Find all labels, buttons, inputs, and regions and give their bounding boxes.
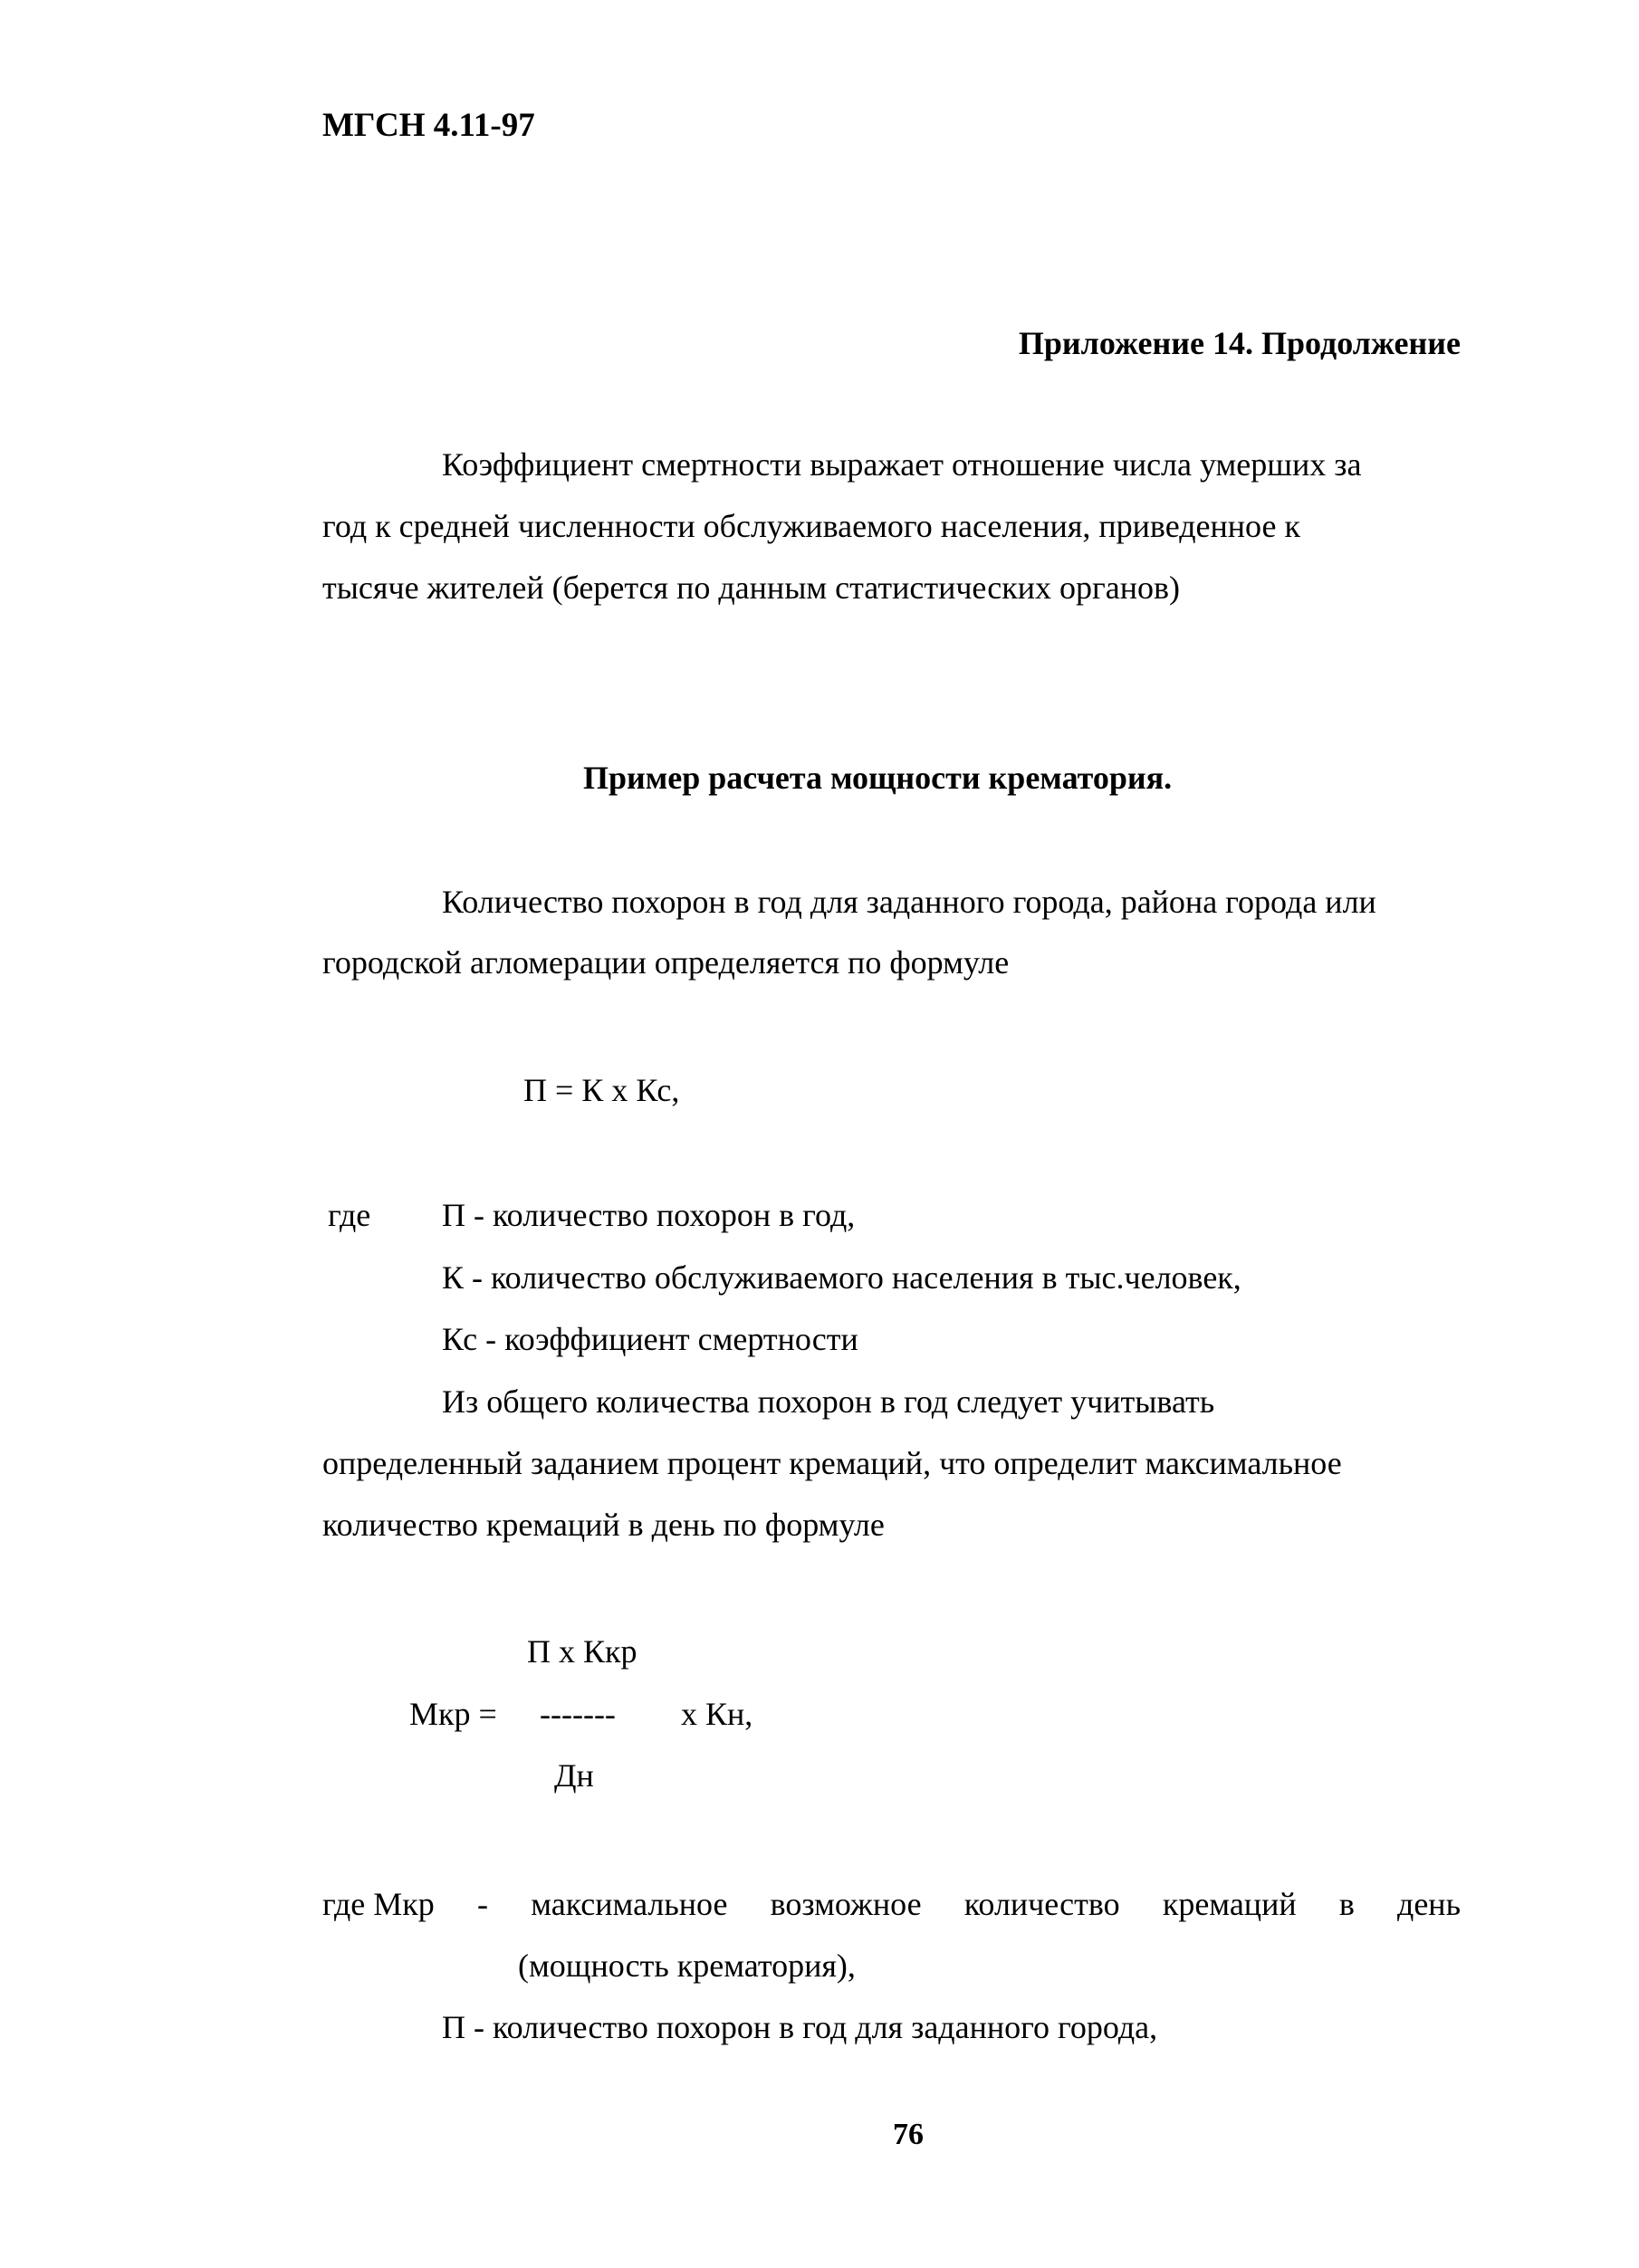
- where-item-kc: Кс - коэффициент смертности: [442, 1321, 858, 1357]
- appendix-title: Приложение 14. Продолжение: [1018, 325, 1461, 361]
- para2-line-1: Из общего количества похорон в год следует учитывать: [442, 1383, 1215, 1420]
- para2-line-3: количество кремаций в день по формуле: [322, 1507, 885, 1543]
- doc-code-header: МГСН 4.11-97: [322, 107, 535, 144]
- intro-line-3: тысяче жителей (берется по данным статистических органов): [322, 569, 1181, 606]
- where2-line-1: [322, 1885, 1461, 1923]
- where2-continuation: (мощность крематория),: [518, 1947, 856, 1984]
- where2-word: количество: [963, 1886, 1120, 1922]
- where2-word: в: [1338, 1886, 1355, 1922]
- where2-word: кремаций: [1162, 1886, 1297, 1922]
- formula-burials: П = К х Кс,: [523, 1072, 680, 1108]
- where-label: где: [328, 1197, 371, 1233]
- formula2-numerator: П х Ккр: [527, 1633, 637, 1670]
- formula2-denominator: Дн: [554, 1757, 594, 1794]
- where-item-p: П - количество похорон в год,: [442, 1197, 856, 1233]
- where2-word: день: [1397, 1886, 1461, 1922]
- para2-line-2: определенный заданием процент кремаций, что определит максимальное: [322, 1445, 1342, 1481]
- para1-line-1: Количество похорон в год для заданного города, района города или: [442, 884, 1376, 920]
- formula2-multiplier: х Кн,: [681, 1696, 753, 1732]
- where2-label: где Мкр: [322, 1886, 435, 1922]
- where2-dash: -: [476, 1886, 488, 1922]
- section-heading: Пример расчета мощности крематория.: [583, 760, 1173, 796]
- where-item-k: К - количество обслуживаемого населения в тыс.человек,: [442, 1259, 1241, 1296]
- page-number: 76: [893, 2118, 924, 2151]
- where2-word: максимальное: [531, 1886, 728, 1922]
- where2-word: возможное: [770, 1886, 922, 1922]
- intro-line-2: год к средней численности обслуживаемого населения, приведенное к: [322, 508, 1300, 544]
- formula2-lhs: Мкр =: [409, 1696, 497, 1732]
- para1-line-2: городской агломерации определяется по формуле: [322, 944, 1010, 981]
- where2-item-p: П - количество похорон в год для заданного города,: [442, 2009, 1158, 2045]
- formula2-dashes: -------: [540, 1696, 616, 1732]
- intro-line-1: Коэффициент смертности выражает отношение числа умерших за: [442, 446, 1362, 483]
